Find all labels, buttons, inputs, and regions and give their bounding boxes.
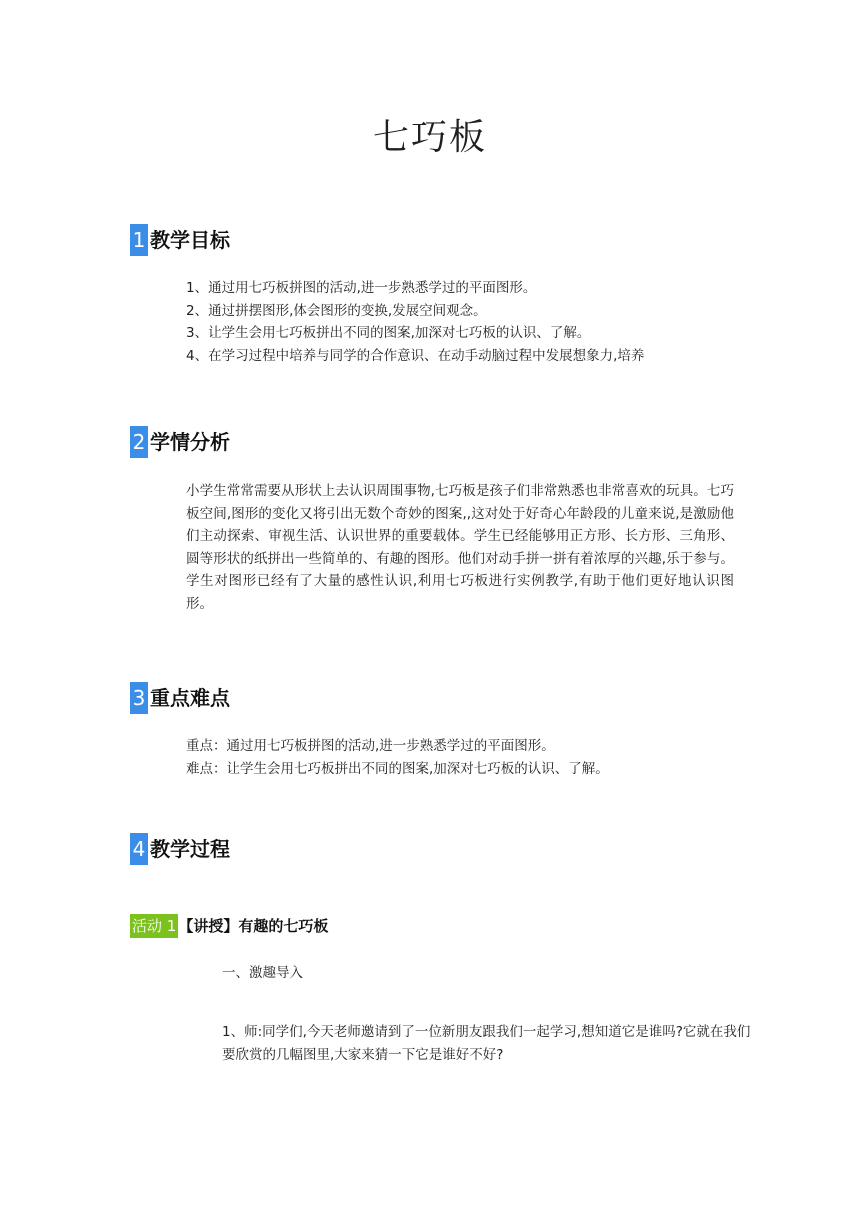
section-heading-key-points (130, 682, 230, 714)
objective-item: 1、通过用七巧板拼图的活动,进一步熟悉学过的平面图形。 (186, 280, 537, 296)
activity-tag: 活动 1 (130, 914, 178, 938)
section-heading-objectives (130, 224, 230, 256)
section-number-badge: 1 (130, 224, 148, 256)
section-title: 教学过程 (150, 837, 230, 861)
objective-item: 2、通过拼摆图形,体会图形的变换,发展空间观念。 (186, 302, 487, 319)
section-title: 重点难点 (150, 686, 230, 710)
section-title: 学情分析 (150, 430, 230, 454)
activity-paragraph: 1、师:同学们,今天老师邀请到了一位新朋友跟我们一起学习,想知道它是谁吗?它就在我们要欣赏的几幅图里,大家来猜一下它是谁好不好? (222, 1024, 751, 1063)
analysis-paragraph: 小学生常常需要从形状上去认识周围事物,七巧板是孩子们非常熟悉也非常喜欢的玩具。七巧板空间,图形的变化又将引出无数个奇妙的图案,,这对处于好奇心年龄段的儿童来说,是激励他们主动探索、审视生活、认识世界的重要载体。学生已经能够用正方形、长方形、三角形、圆等形状的纸拼出一些简单的、有趣的图形。他们对动手拼一拼有着浓厚的兴趣,乐于参与。学生对图形已经有了大量的感性认识,利用七巧板进行实例教学,有助于他们更好地认识图形。 (186, 483, 734, 612)
section-number-badge: 4 (130, 833, 148, 865)
section-heading-process (130, 833, 230, 865)
activity-heading (130, 914, 328, 938)
section-number-badge: 2 (130, 426, 148, 458)
difficult-point-item: 难点：让学生会用七巧板拼出不同的图案,加深对七巧板的认识、了解。 (186, 760, 609, 777)
key-point-item: 重点：通过用七巧板拼图的活动,进一步熟悉学过的平面图形。 (186, 738, 555, 754)
objective-item: 3、让学生会用七巧板拼出不同的图案,加深对七巧板的认识、了解。 (186, 325, 591, 341)
key-points-list (186, 735, 609, 780)
section-heading-analysis (130, 426, 230, 458)
document-title: 七巧板 (372, 117, 487, 158)
section-title: 教学目标 (150, 228, 230, 252)
objective-item: 4、在学习过程中培养与同学的合作意识、在动手动脑过程中发展想象力,培养 (186, 347, 645, 364)
section-number-badge: 3 (130, 682, 148, 714)
activity-sub-heading: 一、激趣导入 (222, 965, 303, 981)
activity-title: 【讲授】有趣的七巧板 (178, 917, 329, 935)
objectives-list (186, 277, 644, 367)
